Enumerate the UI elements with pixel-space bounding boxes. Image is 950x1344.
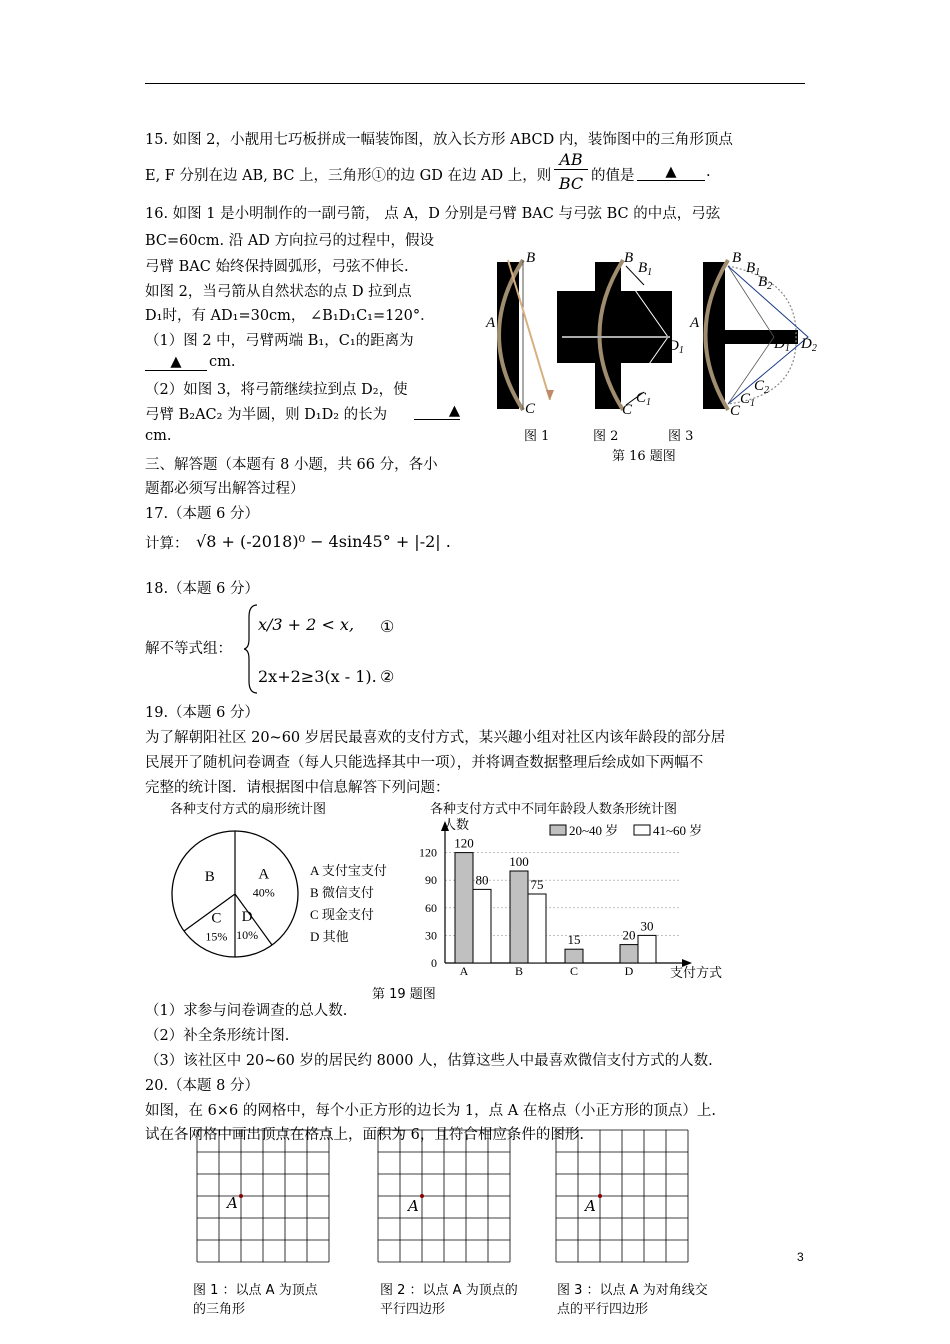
bar-chart	[405, 815, 750, 980]
q16-sub1-tail: cm.	[209, 354, 236, 370]
grid3-caption-line1: 图 3 ：以点 A 为对角线交	[557, 1283, 708, 1298]
q16-fig3-label: 图 3	[668, 429, 694, 444]
q15-fraction-numerator: AB	[554, 150, 588, 170]
pie-slice-percent: 40%	[252, 885, 275, 900]
q16-text-line: 如图 2，当弓箭从自然状态的点 D 拉到点	[145, 284, 412, 300]
svg-text:B: B	[732, 250, 742, 266]
q16-text-line: BC=60cm. 沿 AD 方向拉弓的过程中，假设	[145, 233, 435, 249]
pie-slice-label: C	[211, 910, 222, 927]
bar-y-tick-label: 120	[419, 845, 437, 860]
grid3-caption-line2: 点的平行四边形	[557, 1302, 649, 1317]
section3-heading-line2: 题都必须写出解答过程）	[145, 481, 305, 497]
pie-slice-percent: 15%	[205, 929, 228, 944]
bar-y-tick-label: 60	[425, 900, 437, 915]
bar	[620, 945, 638, 963]
bar-chart-title: 各种支付方式中不同年龄段人数条形统计图	[430, 802, 678, 817]
section3-heading-line1: 三、解答题（本题有 8 小题，共 66 分，各小	[145, 457, 438, 473]
pie-slice-label: A	[258, 866, 270, 883]
bar-legend-swatch	[634, 825, 650, 835]
svg-text:C1: $C_1$	[636, 390, 652, 408]
pie-legend-item: A 支付宝支付	[310, 863, 387, 878]
pie-chart	[160, 815, 420, 975]
grid-point-a	[420, 1194, 424, 1198]
q16-fig1-label: 图 1	[524, 429, 550, 444]
bar	[528, 894, 546, 963]
bar-data-label: 30	[640, 918, 654, 934]
grid3-point-label: A	[585, 1197, 596, 1215]
bar	[565, 949, 583, 963]
q15-end: .	[706, 164, 711, 180]
q16-blank-2: ▲	[414, 403, 460, 420]
svg-text:D1: $D_1$	[774, 336, 790, 354]
svg-text:B: B	[526, 250, 536, 266]
pie-slice-label: B	[204, 869, 215, 886]
bar-category-label: A	[459, 964, 469, 978]
bar	[455, 853, 473, 963]
q16-fig-caption: 第 16 题图	[612, 449, 676, 464]
q16-text-line: D₁时，有 AD₁=30cm， ∠B₁D₁C₁=120°．	[145, 308, 435, 324]
bar-data-label: 20	[622, 927, 636, 943]
svg-text:D2: $D_2$	[801, 336, 817, 354]
bar	[510, 871, 528, 963]
grid1-caption-line2: 的三角形	[193, 1302, 246, 1317]
svg-text:B1: $B_1$	[746, 260, 761, 278]
bar-x-axis-label: 支付方式	[670, 965, 723, 980]
bar-data-label: 100	[509, 854, 529, 869]
grid2-point-label: A	[408, 1197, 419, 1215]
bar-legend-label: 20~40 岁	[569, 823, 619, 838]
bar-y-tick-label: 30	[425, 928, 437, 943]
q20-head: 20.（本题 8 分）	[145, 1078, 260, 1094]
bar-data-label: 80	[475, 872, 489, 888]
svg-text:B: B	[624, 250, 634, 266]
q19-text-line2: 民展开了随机问卷调查（每人只能选择其中一项），并将调查数据整理后绘成如下两幅不	[145, 755, 704, 771]
grid1-point-label: A	[227, 1194, 238, 1212]
grid2-caption-line1: 图 2 ：以点 A 为顶点的	[380, 1283, 518, 1298]
bar-category-label: D	[624, 964, 634, 978]
q15-answer-blank: ▲	[637, 164, 705, 181]
q16-text-line: （1）图 2 中，弓臂两端 B₁，C₁的距离为	[145, 333, 414, 349]
svg-text:C: C	[730, 403, 741, 419]
svg-text:C2: $C_2$	[754, 378, 770, 396]
grid1-caption-line1: 图 1 ：以点 A 为顶点	[193, 1283, 318, 1298]
header-rule	[145, 83, 805, 84]
q18-inequality-2: 2x+2≥3(x - 1).	[258, 667, 377, 686]
q18-mark-2: ②	[380, 667, 395, 686]
bar-category-label: B	[514, 964, 524, 978]
q17-prefix: 计算：	[145, 536, 189, 552]
bar-y-axis-label: 人数	[443, 817, 470, 832]
q19-head: 19.（本题 6 分）	[145, 705, 260, 721]
q19-text-line1: 为了解朝阳社区 20~60 岁居民最喜欢的支付方式，某兴趣小组对社区内该年龄段的部分居	[145, 730, 726, 746]
svg-text:A: A	[690, 315, 700, 331]
q19-subquestion-3: （3）该社区中 20~60 岁的居民约 8000 人，估算这些人中最喜欢微信支付方式的人数.	[145, 1053, 713, 1069]
q18-prefix: 解不等式组：	[145, 641, 232, 657]
svg-text:B2: $B_2$	[758, 274, 773, 292]
bar	[638, 935, 656, 963]
pie-legend-item: B 微信支付	[310, 885, 374, 900]
q18-mark-1: ①	[380, 617, 395, 636]
q16-text-line: 弓臂 BAC 始终保持圆弧形，弓弦不伸长.	[145, 259, 409, 275]
bar-y-tick-label: 0	[431, 956, 437, 970]
grid-figure-1	[195, 1128, 335, 1268]
q18-inequality-1: x/3 + 2 < x,	[258, 615, 355, 634]
q16-sub2-tail: cm.	[145, 428, 172, 444]
grid2-caption-line2: 平行四边形	[380, 1302, 446, 1317]
svg-text:C: C	[525, 401, 536, 417]
pie-slice-label: D	[241, 909, 253, 926]
pie-chart-title: 各种支付方式的扇形统计图	[170, 802, 327, 817]
svg-text:D1: $D_1$	[668, 338, 684, 356]
bar-legend-label: 41~60 岁	[653, 823, 703, 838]
bar-data-label: 120	[454, 835, 474, 851]
q17-head: 17.（本题 6 分）	[145, 506, 260, 522]
q17-expression: √8 + (-2018)⁰ − 4sin45° + |-2| .	[196, 532, 451, 551]
bar-y-tick-label: 90	[425, 873, 437, 888]
q19-fig-caption: 第 19 题图	[372, 987, 436, 1002]
svg-text:A: A	[486, 315, 496, 331]
grid-figure-3	[554, 1128, 694, 1268]
bar-legend-swatch	[550, 825, 566, 835]
bar	[473, 889, 491, 963]
q16-fig2-label: 图 2	[593, 429, 619, 444]
q20-text-line1: 如图，在 6×6 的网格中，每个小正方形的边长为 1，点 A 在格点（小正方形的顶点）上.	[145, 1103, 716, 1119]
svg-text:C1: $C_1$	[740, 391, 756, 409]
q20-text-line2: 试在各网格中画出顶点在格点上，面积为 6，且符合相应条件的图形.	[145, 1127, 584, 1143]
pie-legend-item: D 其他	[310, 929, 349, 944]
q19-text-line3: 完整的统计图．请根据图中信息解答下列问题：	[145, 780, 450, 796]
q15-line2a: E, F 分别在边 AB, BC 上，三角形①的边 GD 在边 AD 上，则	[145, 168, 552, 184]
page-number: 3	[797, 1250, 804, 1264]
svg-text:C: C	[622, 402, 633, 418]
q19-subquestion-2: （2）补全条形统计图.	[145, 1028, 290, 1044]
grid-point-a	[239, 1194, 243, 1198]
q19-subquestion-1: （1）求参与问卷调查的总人数.	[145, 1003, 348, 1019]
bar-category-label: C	[569, 964, 579, 978]
bar-data-label: 75	[530, 877, 544, 892]
q15-fraction-denominator: BC	[558, 174, 584, 193]
q16-line1: 16. 如图 1 是小明制作的一副弓箭， 点 A，D 分别是弓臂 BAC 与弓弦 BC 的中点，弓弦	[145, 206, 721, 222]
q16-sub2-line1: （2）如图 3，将弓箭继续拉到点 D₂，使	[145, 382, 408, 398]
grid-figure-2	[376, 1128, 516, 1268]
pie-slice-percent: 10%	[236, 928, 259, 943]
q16-blank-1: ▲	[145, 354, 207, 371]
grid-point-a	[598, 1194, 602, 1198]
pie-legend-item: C 现金支付	[310, 907, 374, 922]
bar-data-label: 15	[567, 932, 581, 948]
q15-line1: 15. 如图 2，小靓用七巧板拼成一幅装饰图，放入长方形 ABCD 内，装饰图中的三角形顶点	[145, 132, 733, 148]
q15-line2b: 的值是	[591, 168, 635, 184]
q16-sub2-line2: 弓臂 B₂AC₂ 为半圆，则 D₁D₂ 的长为	[145, 407, 388, 423]
svg-text:B1: $B_1$	[638, 260, 653, 278]
q18-head: 18.（本题 6 分）	[145, 581, 260, 597]
